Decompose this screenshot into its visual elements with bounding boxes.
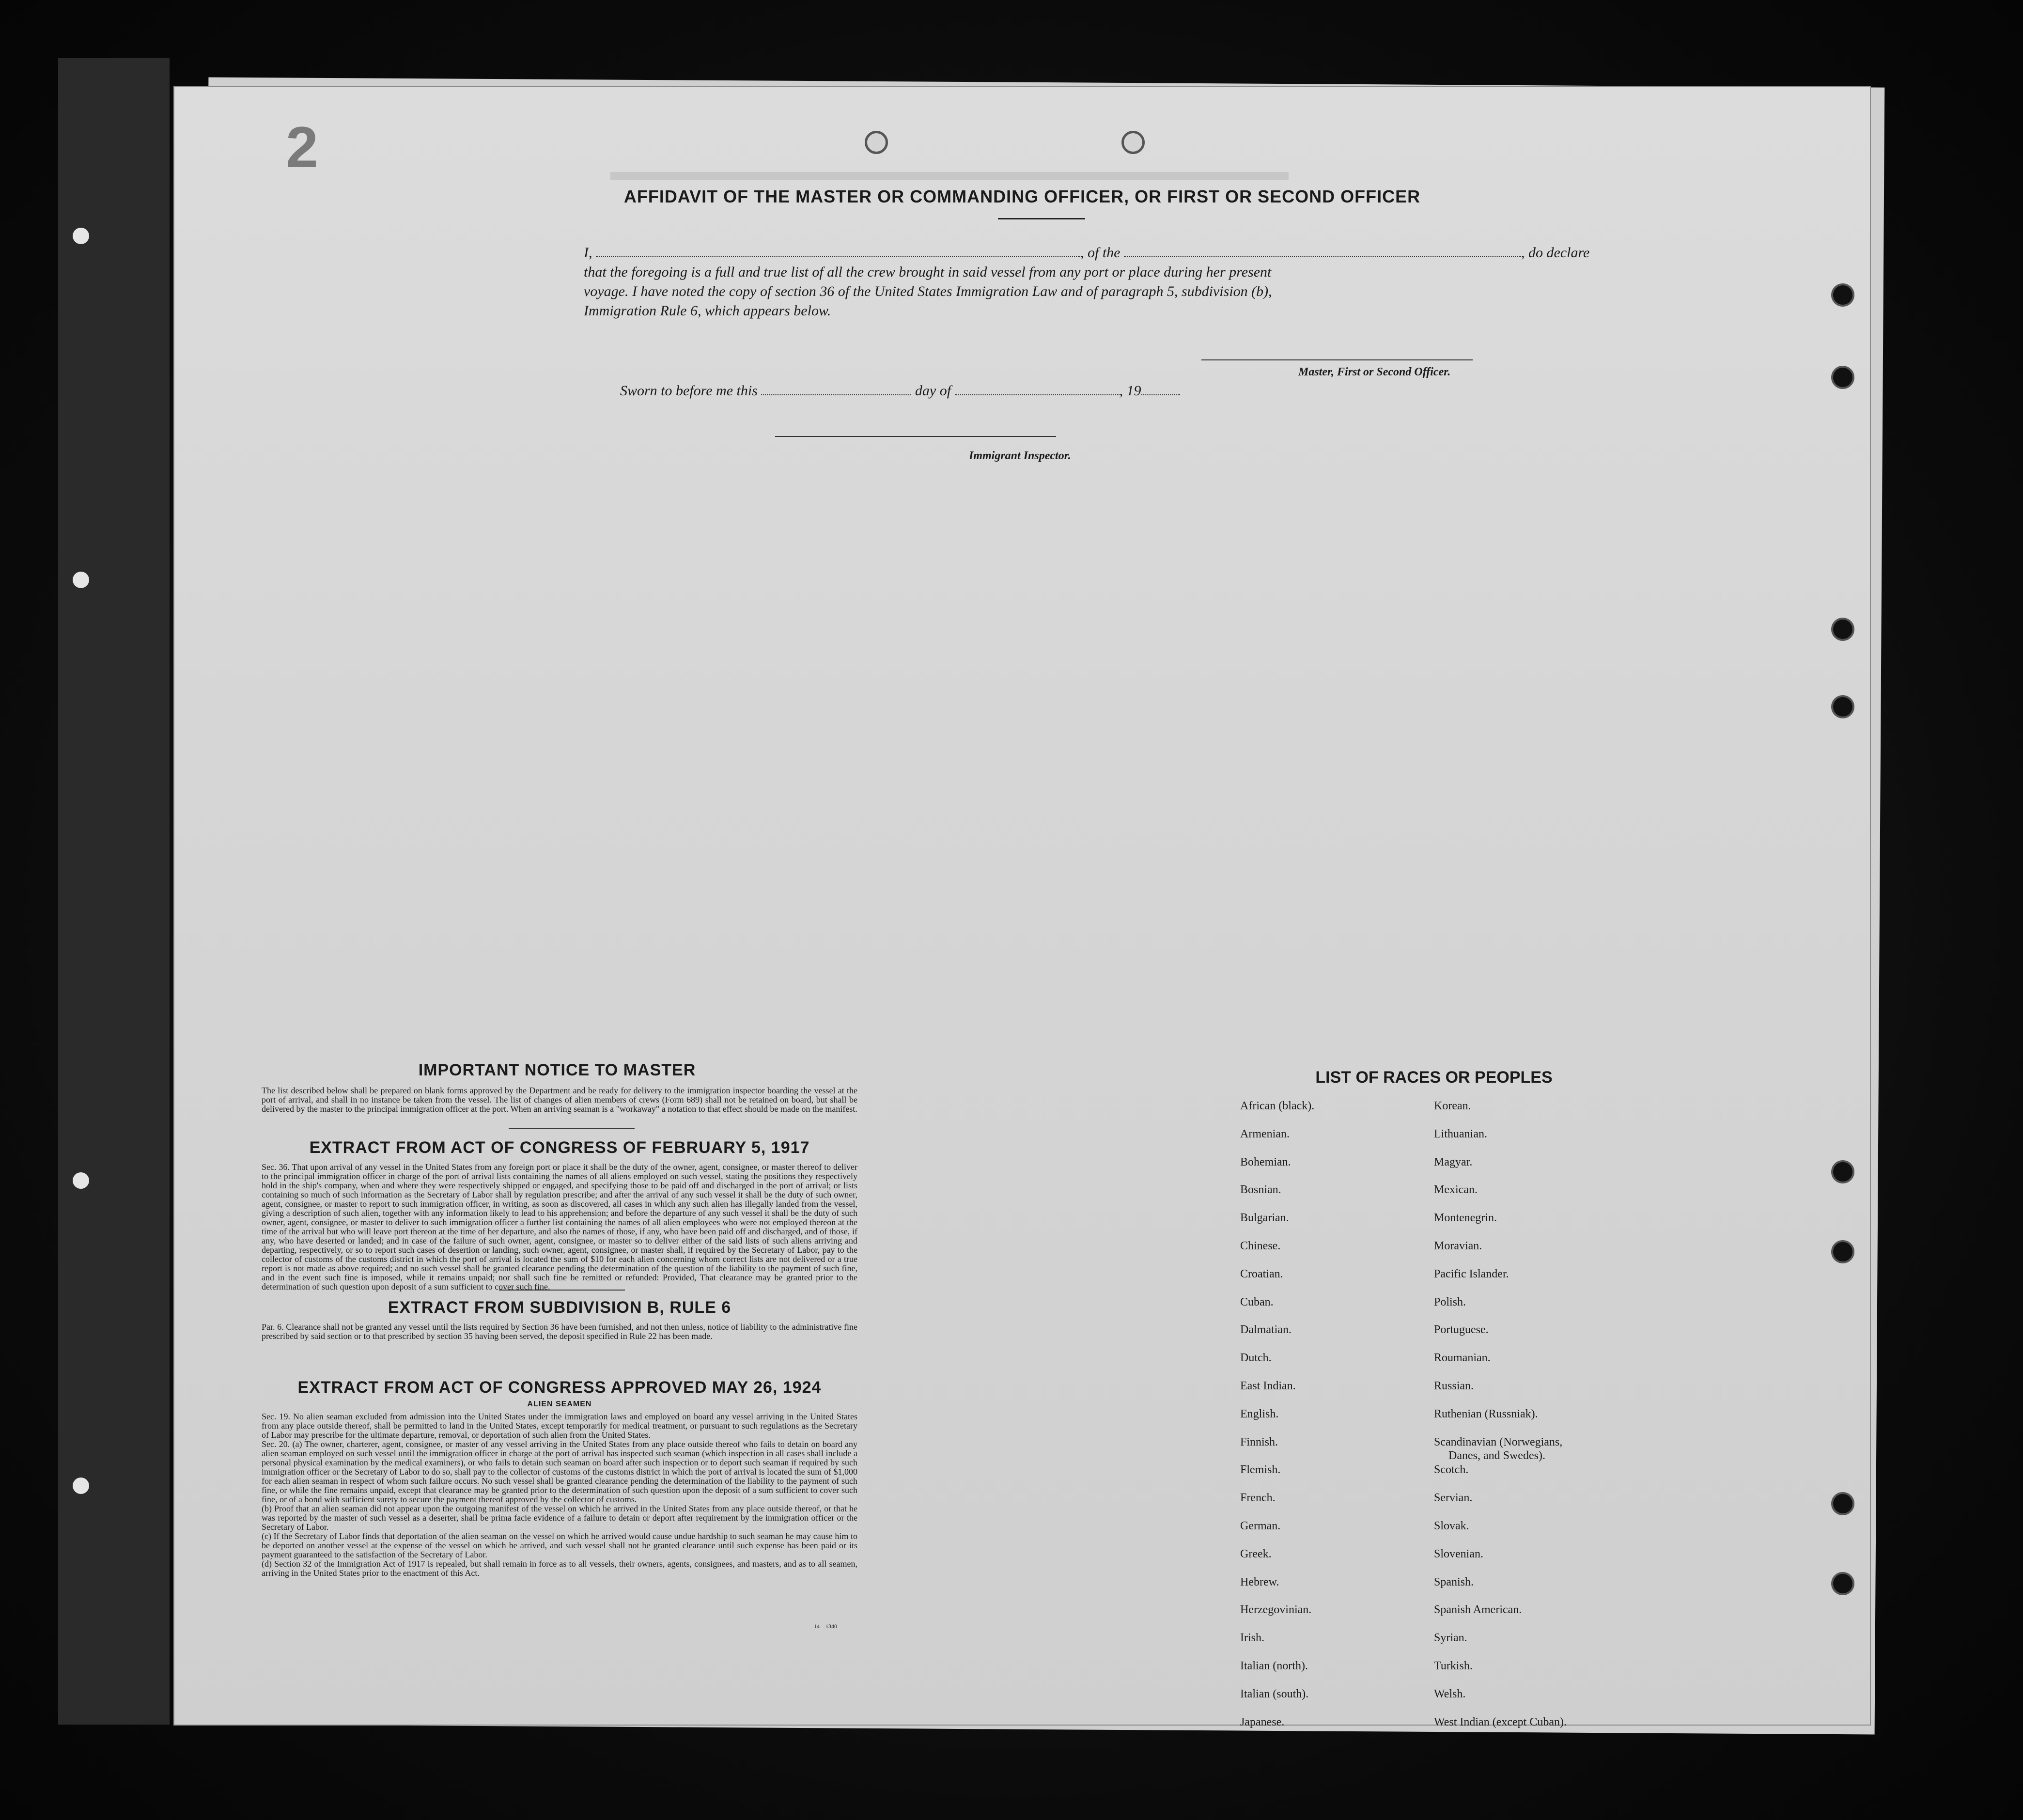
race-item: Italian (north).: [1240, 1660, 1308, 1672]
extract-1924-subtitle: ALIEN SEAMEN: [527, 1400, 592, 1408]
race-item: Danes, and Swedes).: [1448, 1449, 1545, 1462]
year-blank[interactable]: [1141, 394, 1180, 395]
punch-hole: [1121, 131, 1145, 154]
race-item: Turkish.: [1434, 1660, 1473, 1672]
affidavit-of-the: , of the: [1080, 245, 1120, 261]
divider: [509, 1128, 635, 1129]
race-item: Moravian.: [1434, 1240, 1482, 1252]
day-of-text: day of: [915, 383, 951, 399]
extract-1917-text: Sec. 36. That upon arrival of any vessel in the United States from any foreign port or place it shall be the duty of the owner, agent, consignee, or master thereof to deliver to the principal immigration officer in charge of the port of arrival lists containing the names of all aliens employed on such vessel, stating the positions they respectively hold in the ship's company, when and where they were respectively shipped or engaged, and specifying those to be paid off and discharged in the port of arrival; or lists containing so much of such information as the Secretary of Labor shall by regulation prescribe; and after the arrival of any such vessel it shall be the duty of such owner, agent, consignee, or master to report to such immigration officer, in writing, as soon as discovered, all cases in which any such alien has illegally landed from the vessel, giving a description of such alien, together with any information likely to lead to his apprehension; and before the departure of any such vessel it shall be the duty of such owner, agent, consignee, or master to deliver to such immigration officer a further list containing the names of all alien employees who were not employed thereon at the time of the arrival but who will leave port thereon at the time of her departure, and also the names of those, if any, who have been paid off and discharged, and of those, if any, who have deserted or landed; and in case of the failure of such owner, agent, consignee, or master so to deliver either of the said lists of such aliens arriving and departing, respectively, or so to report such cases of desertion or landing, such owner, agent, consignee, or master shall, if required by the Secretary of Labor, pay to the collector of customs of the customs district in which the port of arrival is located the sum of $10 for each alien concerning whom correct lists are not delivered or a true report is not made as above required; and no such vessel shall be granted clearance pending the determination of the question of the liability to the payment of such fine, and in the event such fine is imposed, while it remains unpaid; nor shall such fine be remitted or refunded: Provided, That clearance may be granted prior to the determination of such question upon deposit of a sum sufficient to cover such fine.: [262, 1162, 857, 1291]
punch-hole: [1831, 366, 1854, 389]
race-item: Croatian.: [1240, 1267, 1283, 1280]
race-item: Welsh.: [1434, 1687, 1466, 1700]
race-item: East Indian.: [1240, 1380, 1296, 1392]
notice-text: The list described below shall be prepared on blank forms approved by the Department and be ready for delivery to the immigration inspector boarding the vessel at the port of arrival, and shall in no instance be taken from the vessel. The list of changes of alien members of crews (Form 689) shall not be retained on board, but shall be delivered by the master to the principal immigration officer at the port. When an arriving seaman is a "workaway" a notation to that effect should be made on the manifest.: [262, 1086, 857, 1114]
race-item: Chinese.: [1240, 1240, 1281, 1252]
extract-1924-text: Sec. 19. No alien seaman excluded from admission into the United States under the immigration laws and employed on board any vessel arriving in the United States from any place outside thereof, shall be permitted to land in the United States, except temporarily for medical treatment, or pursuant to such regulations as the Secretary of Labor may prescribe for the ultimate departure, removal, or deportation of such alien from the United States. Sec. 20. (a) The owner, charterer, agent, consignee, or master of any vessel arriving in the United States from any place outside thereof who fails to detain on board any alien seaman employed on such vessel until the immigration officer in charge at the port of arrival has inspected such seaman (which inspection in all cases shall include a personal physical examination by the medical examiners), or who fails to detain such seaman on board after such inspection or to deport such seaman if required by such immigration officer or the Secretary of Labor to do so, shall pay to the collector of customs of the customs district in which the port of arrival is located the sum of $1,000 for each alien seaman in respect of whom such failure occurs. No such vessel shall be granted clearance pending the determination of the liability to the payment of such fine, or while the fine remains unpaid, except that clearance may be granted prior to the determination of such question upon the deposit of a sum sufficient to cover such fine, or of a bond with sufficient surety to secure the payment thereof approved by the collector of customs. (b) Proof that an alien seaman did not appear upon the outgoing manifest of the vessel on which he arrived in the United States from any place outside thereof, or that he was reported by the master of such vessel as a deserter, shall be prima facie evidence of a failure to detain or deport after requirement by the immigration officer or the Secretary of Labor. (c) If the Secretary of Labor finds that deportation of the alien seaman on the vessel on which he arrived would cause undue hardship to such seaman he may cause him to be deported on another vessel at the expense of the vessel on which he arrived, and such vessel shall not be granted clearance until such expense has been paid or its payment guaranteed to the satisfaction of the Secretary of Labor. (d) Section 32 of the Immigration Act of 1917 is repealed, but shall remain in force as to all vessels, their owners, agents, consignees, and masters, and as to all seamen, arriving in the United States prior to the enactment of this Act.: [262, 1412, 857, 1578]
binder-hole: [73, 1478, 89, 1494]
race-item: Spanish American.: [1434, 1603, 1522, 1617]
race-item: Slovak.: [1434, 1520, 1469, 1532]
race-item: Spanish.: [1434, 1575, 1474, 1588]
extract-1924-title: EXTRACT FROM ACT OF CONGRESS APPROVED MAY 26, 1924: [297, 1378, 822, 1397]
master-signature-line[interactable]: [1201, 359, 1473, 360]
day-blank[interactable]: [761, 394, 911, 395]
inspector-label: Immigrant Inspector.: [969, 450, 1071, 462]
binder-hole: [73, 572, 89, 588]
race-item: Irish.: [1240, 1632, 1264, 1645]
punch-hole: [865, 131, 888, 154]
punch-hole: [1831, 1240, 1854, 1263]
sworn-text: Sworn to before me this: [620, 383, 758, 399]
race-item: Bosnian.: [1240, 1183, 1281, 1197]
race-item: Bulgarian.: [1240, 1212, 1289, 1225]
race-item: Korean.: [1434, 1100, 1471, 1112]
race-item: Lithuanian.: [1434, 1127, 1487, 1140]
race-item: Hebrew.: [1240, 1575, 1279, 1588]
race-item: Finnish.: [1240, 1435, 1278, 1448]
race-item: Scandinavian (Norwegians,: [1434, 1435, 1563, 1448]
race-item: Ruthenian (Russniak).: [1434, 1407, 1538, 1420]
race-item: French.: [1240, 1492, 1276, 1505]
race-item: West Indian (except Cuban).: [1434, 1715, 1567, 1728]
extract-rule6-text: Par. 6. Clearance shall not be granted any vessel until the lists required by Section 36 have been furnished, and not then unless, notice of liability to the administrative fine prescribed by said section or to that prescribed by section 35 having been served, the deposit specified in Rule 22 has been made.: [262, 1322, 857, 1341]
affidavit-i: I,: [584, 245, 592, 261]
race-item: Montenegrin.: [1434, 1212, 1497, 1225]
manifest-page: [174, 87, 1870, 1728]
race-item: Cuban.: [1240, 1295, 1274, 1308]
extract-rule6-title: EXTRACT FROM SUBDIVISION B, RULE 6: [388, 1298, 731, 1317]
inspector-signature-line[interactable]: [775, 436, 1056, 437]
month-blank[interactable]: [955, 394, 1120, 395]
punch-hole: [1831, 1572, 1854, 1595]
race-item: Pacific Islander.: [1434, 1267, 1509, 1280]
divider: [998, 218, 1085, 219]
sheet-number: 2: [286, 115, 318, 180]
race-item: Dutch.: [1240, 1352, 1272, 1365]
form-number: 14—1340: [814, 1623, 837, 1630]
race-item: Armenian.: [1240, 1127, 1290, 1140]
race-item: Bohemian.: [1240, 1155, 1291, 1168]
affidavit-do-declare: , do declare: [1521, 245, 1590, 261]
races-title: LIST OF RACES OR PEOPLES: [1315, 1068, 1553, 1087]
race-item: Flemish.: [1240, 1463, 1281, 1477]
sworn-line: [620, 383, 1180, 399]
punch-hole: [1831, 1160, 1854, 1183]
race-item: Magyar.: [1434, 1155, 1473, 1168]
race-item: German.: [1240, 1520, 1281, 1532]
race-item: English.: [1240, 1407, 1279, 1420]
punch-hole: [1831, 1492, 1854, 1515]
race-item: Italian (south).: [1240, 1687, 1309, 1700]
binder-hole: [73, 1172, 89, 1189]
race-item: Mexican.: [1434, 1183, 1478, 1197]
vessel-blank[interactable]: [1124, 256, 1521, 257]
binder-hole: [73, 228, 89, 244]
notice-title: IMPORTANT NOTICE TO MASTER: [418, 1061, 696, 1079]
punch-hole: [1831, 283, 1854, 307]
race-item: Scotch.: [1434, 1463, 1469, 1477]
punch-hole: [1831, 618, 1854, 641]
race-item: Servian.: [1434, 1492, 1473, 1505]
divider: [499, 1290, 625, 1291]
extract-1917-title: EXTRACT FROM ACT OF CONGRESS OF FEBRUARY 5, 1917: [309, 1138, 810, 1157]
race-item: Japanese.: [1240, 1715, 1285, 1728]
name-blank[interactable]: [596, 256, 1080, 257]
race-item: Portuguese.: [1434, 1323, 1489, 1337]
bleed-through: ▬▬▬▬▬▬▬▬▬▬▬▬▬▬▬▬▬▬▬▬▬▬▬▬▬: [610, 156, 1289, 186]
affidavit-title: AFFIDAVIT OF THE MASTER OR COMMANDING OFFICER, OR FIRST OR SECOND OFFICER: [623, 187, 1421, 206]
race-item: Syrian.: [1434, 1632, 1467, 1645]
race-item: Roumanian.: [1434, 1352, 1491, 1365]
affidavit-line-4: Immigration Rule 6, which appears below.: [584, 303, 831, 319]
binder-strip: [58, 58, 170, 1725]
race-item: Slovenian.: [1434, 1547, 1483, 1560]
year-text: , 19: [1119, 383, 1141, 399]
race-item: Herzegovinian.: [1240, 1603, 1312, 1617]
race-item: Russian.: [1434, 1380, 1474, 1392]
race-item: Dalmatian.: [1240, 1323, 1292, 1337]
affidavit-line-1: [584, 245, 1589, 261]
master-label: Master, First or Second Officer.: [1298, 366, 1451, 378]
race-item: African (black).: [1240, 1100, 1315, 1112]
affidavit-line-2: that the foregoing is a full and true list of all the crew brought in said vessel from any port or place during her present: [584, 264, 1272, 280]
race-item: Greek.: [1240, 1547, 1272, 1560]
race-item: Polish.: [1434, 1295, 1466, 1308]
affidavit-line-3: voyage. I have noted the copy of section 36 of the United States Immigration Law and of paragraph 5, subdivision (b),: [584, 283, 1272, 299]
punch-hole: [1831, 695, 1854, 718]
